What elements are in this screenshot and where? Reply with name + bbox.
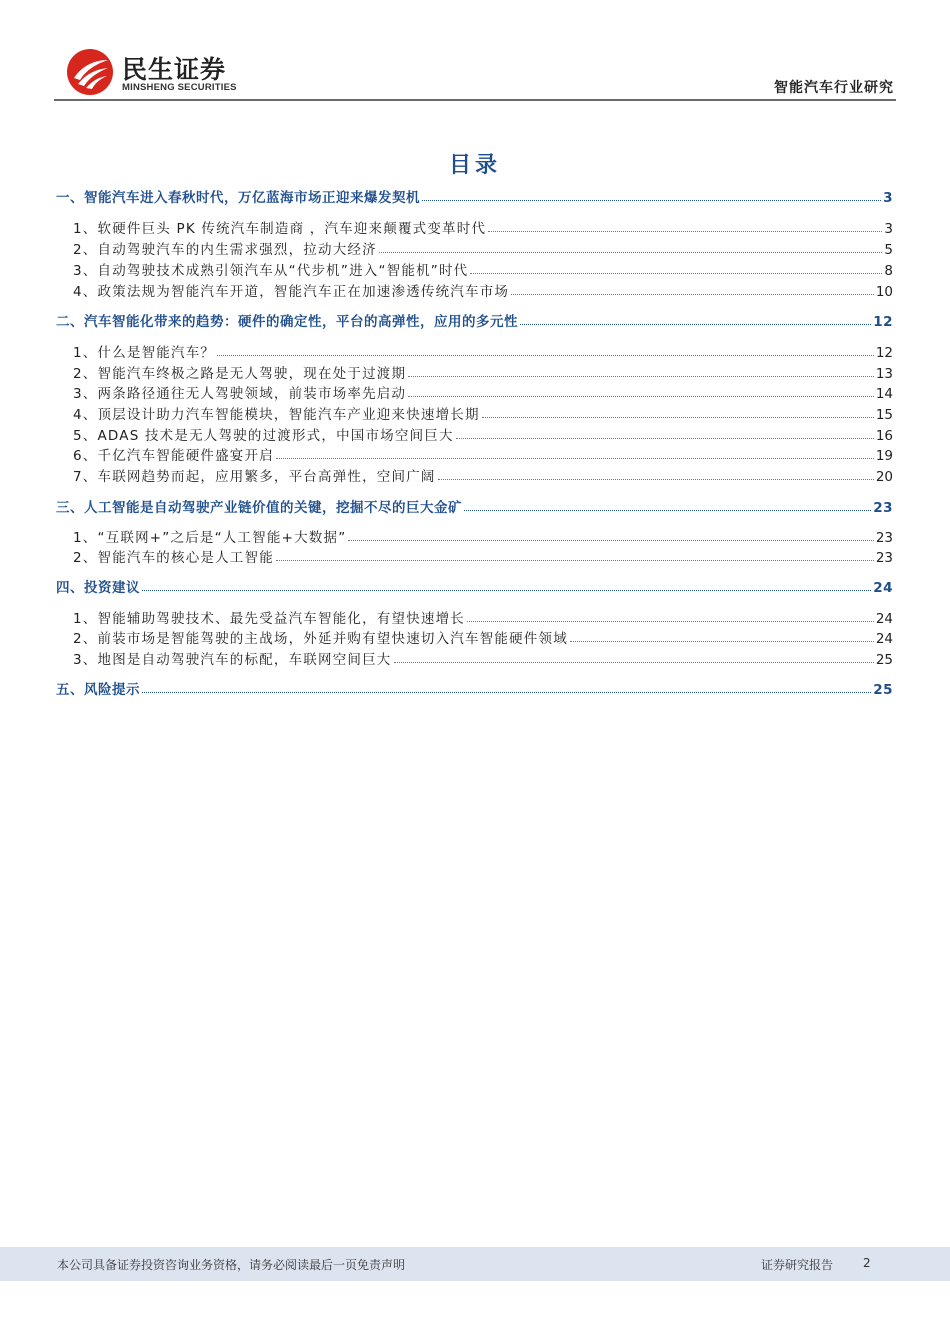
toc-entry-page: 14 [875,386,893,402]
toc-section-entry[interactable] [56,496,893,516]
toc-dot-leader [408,395,874,397]
toc-subsection-entry[interactable] [56,382,893,402]
toc-subsection-entry[interactable] [56,341,893,361]
toc-entry-title: 3、两条路径通往无人驾驶领域，前装市场率先启动 [73,386,407,402]
toc-dot-leader [276,559,874,561]
toc-entry-page: 16 [875,428,893,444]
toc-subsection-entry[interactable] [56,217,893,237]
toc-entry-title: 五、风险提示 [56,682,140,698]
toc-entry-page: 23 [875,550,893,566]
toc-entry-page: 10 [875,284,893,300]
toc-subsection-entry[interactable] [56,607,893,627]
toc-entry-page: 3 [883,190,893,206]
header-divider [54,99,896,101]
toc-subsection-entry[interactable] [56,259,893,279]
toc-entry-page: 23 [873,500,893,516]
toc-subsection-entry[interactable] [56,424,893,444]
toc-subsection-entry[interactable] [56,403,893,423]
toc-entry-page: 24 [875,631,893,647]
footer-disclaimer: 本公司具备证券投资咨询业务资格，请务必阅读最后一页免责声明 [57,1258,406,1272]
toc-dot-leader [276,457,874,459]
toc-dot-leader [142,589,871,591]
toc-entry-page: 25 [875,652,893,668]
toc-entry-title: 四、投资建议 [56,580,140,596]
toc-dot-leader [348,539,873,541]
toc-entry-title: 7、车联网趋势而起，应用繁多，平台高弹性，空间广阔 [73,469,436,485]
toc-entry-title: 1、什么是智能汽车？ [73,345,216,361]
toc-section-entry[interactable] [56,678,893,698]
toc-dot-leader [511,293,874,295]
toc-section-entry[interactable] [56,310,893,330]
toc-entry-title: 5、ADAS 技术是无人驾驶的过渡形式，中国市场空间巨大 [73,428,454,444]
toc-dot-leader [408,375,874,377]
toc-dot-leader [464,509,871,511]
toc-subsection-entry[interactable] [56,648,893,668]
report-title: 智能汽车行业研究 [774,80,894,96]
toc-entry-title: 4、顶层设计助力汽车智能模块，智能汽车产业迎来快速增长期 [73,407,480,423]
toc-entry-title: 三、人工智能是自动驾驶产业链价值的关键，挖掘不尽的巨大金矿 [56,500,462,516]
toc-entry-title: 二、汽车智能化带来的趋势：硬件的确定性，平台的高弹性，应用的多元性 [56,314,518,330]
toc-dot-leader [488,230,882,232]
toc-entry-title: 6、千亿汽车智能硬件盛宴开启 [73,448,274,464]
toc-entry-title: 2、前装市场是智能驾驶的主战场，外延并购有望快速切入汽车智能硬件领域 [73,631,568,647]
toc-entry-title: 3、自动驾驶技术成熟引领汽车从“代步机”进入“智能机”时代 [73,263,469,279]
toc-entry-page: 23 [875,530,893,546]
toc-dot-leader [142,691,871,693]
toc-dot-leader [422,199,881,201]
toc-entry-title: 2、自动驾驶汽车的内生需求强烈，拉动大经济 [73,242,377,258]
toc-section-entry[interactable] [56,186,893,206]
toc-dot-leader [379,251,883,253]
toc-entry-page: 24 [873,580,893,596]
toc-dot-leader [482,416,874,418]
toc-dot-leader [217,354,874,356]
toc-dot-leader [394,661,874,663]
toc-dot-leader [520,323,871,325]
toc-entry-title: 2、智能汽车终极之路是无人驾驶，现在处于过渡期 [73,366,407,382]
toc-entry-page: 3 [884,221,893,237]
minsheng-logo-icon [66,48,114,96]
toc-entry-title: 一、智能汽车进入春秋时代，万亿蓝海市场正迎来爆发契机 [56,190,420,206]
toc-entry-page: 12 [875,345,893,361]
toc-dot-leader [467,620,874,622]
toc-heading: 目录 [448,153,501,178]
footer-report-type: 证券研究报告 [761,1258,834,1272]
toc-subsection-entry[interactable] [56,444,893,464]
toc-entry-page: 19 [875,448,893,464]
toc-dot-leader [570,640,874,642]
toc-entry-page: 25 [873,682,893,698]
toc-entry-page: 8 [884,263,893,279]
page-number: 2 [863,1256,871,1270]
toc-dot-leader [456,437,874,439]
logo-chinese-name: 民生证券 [122,55,227,84]
toc-dot-leader [470,272,882,274]
page-header [0,0,950,102]
toc-entry-page: 5 [884,242,893,258]
toc-entry-page: 20 [875,469,893,485]
toc-subsection-entry[interactable] [56,627,893,647]
toc-entry-title: 3、地图是自动驾驶汽车的标配，车联网空间巨大 [73,652,392,668]
toc-entry-title: 4、政策法规为智能汽车开道，智能汽车正在加速渗透传统汽车市场 [73,284,510,300]
toc-subsection-entry[interactable] [56,280,893,300]
toc-subsection-entry[interactable] [56,362,893,382]
toc-entry-page: 12 [873,314,893,330]
toc-subsection-entry[interactable] [56,546,893,566]
toc-entry-title: 1、“互联网+”之后是“人工智能+大数据” [73,530,347,546]
toc-entry-title: 1、软硬件巨头 PK 传统汽车制造商 ，汽车迎来颠覆式变革时代 [73,221,487,237]
toc-entry-page: 15 [875,407,893,423]
toc-entry-title: 2、智能汽车的核心是人工智能 [73,550,274,566]
toc-subsection-entry[interactable] [56,526,893,546]
toc-entry-title: 1、智能辅助驾驶技术、最先受益汽车智能化，有望快速增长 [73,611,465,627]
toc-entry-page: 24 [875,611,893,627]
toc-section-entry[interactable] [56,576,893,596]
toc-subsection-entry[interactable] [56,238,893,258]
logo-english-name: MINSHENG SECURITIES [122,82,237,93]
toc-subsection-entry[interactable] [56,465,893,485]
toc-dot-leader [438,478,874,480]
toc-entry-page: 13 [875,366,893,382]
minsheng-logo [66,48,246,98]
page-footer [0,1247,950,1281]
